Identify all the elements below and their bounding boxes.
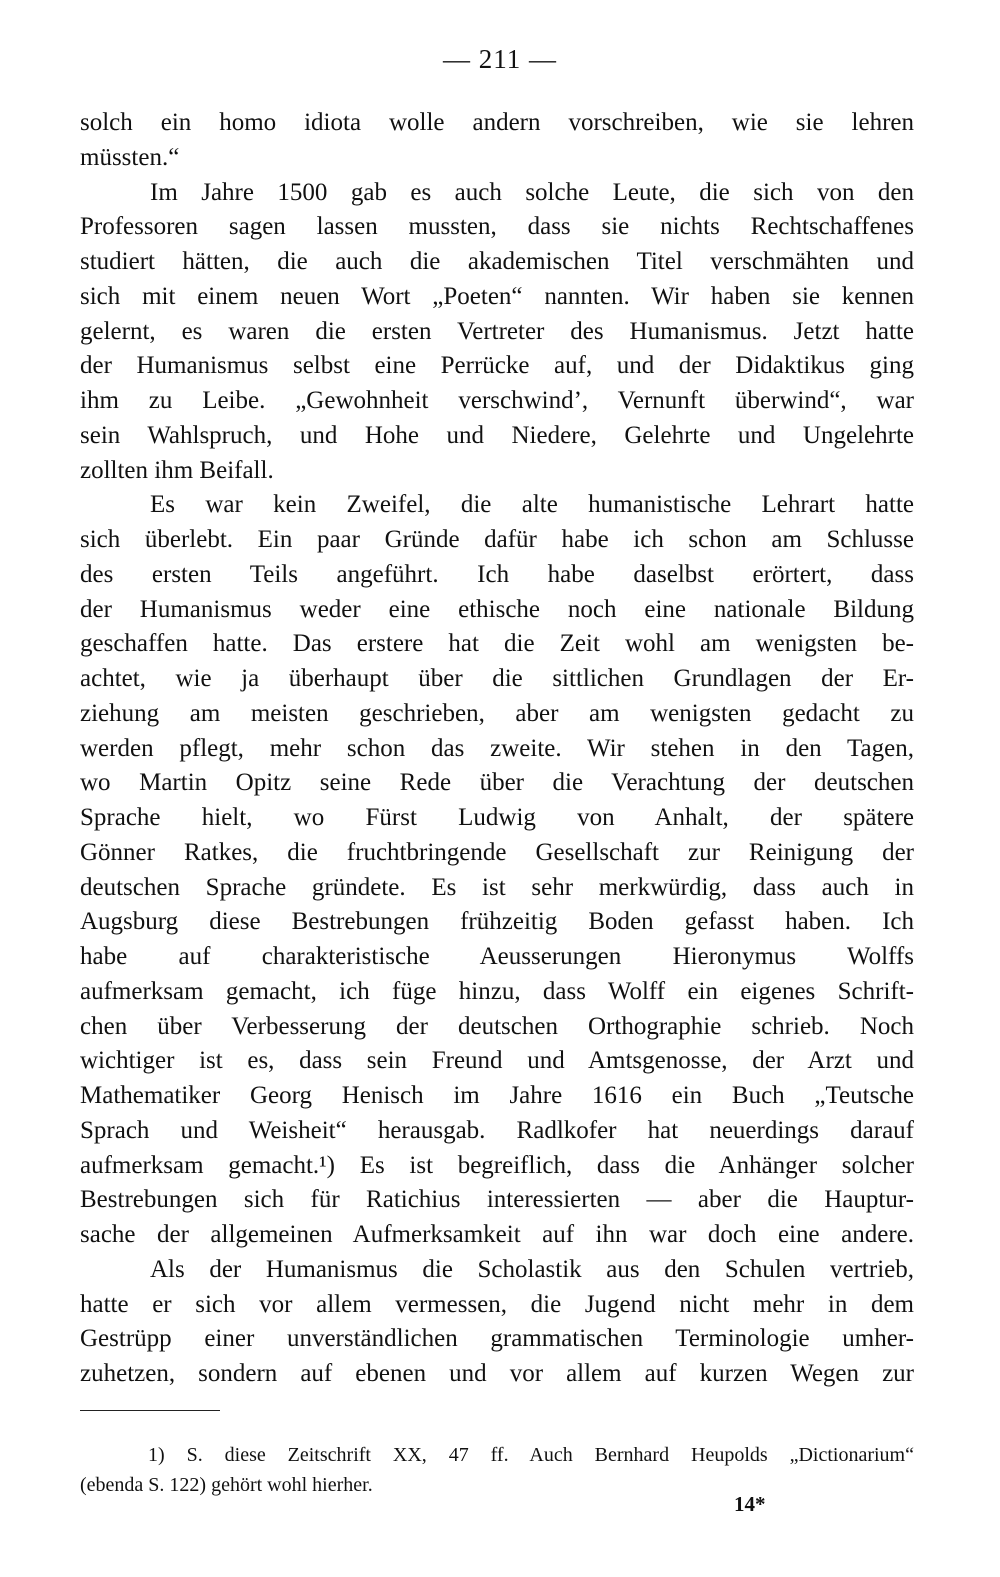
text-line: Gönner Ratkes, die fruchtbringende Gesellschaft zur Reinigung der [80, 838, 914, 866]
text-line: müssten.“ [80, 143, 180, 171]
text-line: Mathematiker Georg Henisch im Jahre 1616 ein Buch „Teutsche [80, 1082, 914, 1109]
text-line: zollten ihm Beifall. [80, 456, 274, 484]
text-line: studiert hätten, die auch die akademischen Titel verschmähten und [80, 248, 914, 275]
text-line: aufmerksam gemacht.¹) Es ist begreiflich, dass die Anhänger solcher [80, 1151, 914, 1179]
footnote-line: (ebenda S. 122) gehört wohl hierher. [80, 1474, 373, 1496]
text-line: ihm zu Leibe. „Gewohnheit verschwind’, Vernunft überwind“, war [80, 387, 914, 414]
text-line: Professoren sagen lassen mussten, dass sie nichts Rechtschaffenes [80, 213, 914, 241]
text-line: Als der Humanismus die Scholastik aus den Schulen vertrieb, [150, 1255, 914, 1283]
text-line: Im Jahre 1500 gab es auch solche Leute, die sich von den [150, 178, 914, 206]
text-line: chen über Verbesserung der deutschen Orthographie schrieb. Noch [80, 1012, 914, 1040]
text-line: der Humanismus weder eine ethische noch eine nationale Bildung [80, 595, 914, 623]
text-line: Sprach und Weisheit“ herausgab. Radlkofer hat neuerdings darauf [80, 1116, 914, 1144]
text-line: gelernt, es waren die ersten Vertreter des Humanismus. Jetzt hatte [80, 317, 914, 345]
text-line: habe auf charakteristische Aeusserungen Hieronymus Wolffs [80, 943, 914, 970]
text-line: werden pflegt, mehr schon das zweite. Wir stehen in den Tagen, [80, 734, 914, 762]
footnote-divider [80, 1410, 220, 1411]
text-line: sein Wahlspruch, und Hohe und Niedere, Gelehrte und Ungelehrte [80, 421, 914, 449]
page-number: — 211 — [443, 44, 557, 74]
body-text [80, 106, 914, 1392]
text-line: geschaffen hatte. Das erstere hat die Zeit wohl am wenigsten be- [80, 630, 914, 658]
text-line: ziehung am meisten geschrieben, aber am wenigsten gedacht zu [80, 699, 914, 727]
text-line: Sprache hielt, wo Fürst Ludwig von Anhalt, der spätere [80, 804, 914, 831]
text-line: aufmerksam gemacht, ich füge hinzu, dass Wolff ein eigenes Schrift- [80, 977, 914, 1005]
text-line: zuhetzen, sondern auf ebenen und vor allem auf kurzen Wegen zur [80, 1360, 914, 1387]
text-line: solch ein homo idiota wolle andern vorschreiben, wie sie lehren [80, 109, 914, 136]
text-line: achtet, wie ja überhaupt über die sittlichen Grundlagen der Er- [80, 665, 914, 692]
text-line: Gestrüpp einer unverständlichen grammatischen Terminologie umher- [80, 1325, 914, 1353]
text-line: wo Martin Opitz seine Rede über die Verachtung der deutschen [80, 769, 914, 797]
text-line: des ersten Teils angeführt. Ich habe daselbst erörtert, dass [80, 560, 914, 588]
text-line: Augsburg diese Bestrebungen frühzeitig Boden gefasst haben. Ich [80, 908, 914, 936]
text-line: der Humanismus selbst eine Perrücke auf, und der Didaktikus ging [80, 352, 914, 380]
text-line: Es war kein Zweifel, die alte humanistische Lehrart hatte [150, 491, 914, 519]
text-line: sache der allgemeinen Aufmerksamkeit auf ihn war doch eine andere. [80, 1221, 914, 1248]
signature-mark: 14* [734, 1492, 766, 1516]
text-line: Bestrebungen sich für Ratichius interessierten — aber die Hauptur- [80, 1186, 914, 1214]
text-line: wichtiger ist es, dass sein Freund und Amtsgenosse, der Arzt und [80, 1047, 914, 1075]
footnote-line: 1) S. diese Zeitschrift XX, 47 ff. Auch Bernhard Heupolds „Dictionarium“ [148, 1444, 914, 1466]
text-line: sich mit einem neuen Wort „Poeten“ nannten. Wir haben sie kennen [80, 282, 914, 310]
text-line: hatte er sich vor allem vermessen, die Jugend nicht mehr in dem [80, 1290, 914, 1318]
text-line: deutschen Sprache gründete. Es ist sehr merkwürdig, dass auch in [80, 873, 914, 901]
text-line: sich überlebt. Ein paar Gründe dafür habe ich schon am Schlusse [80, 526, 914, 553]
footnote [80, 1440, 914, 1500]
